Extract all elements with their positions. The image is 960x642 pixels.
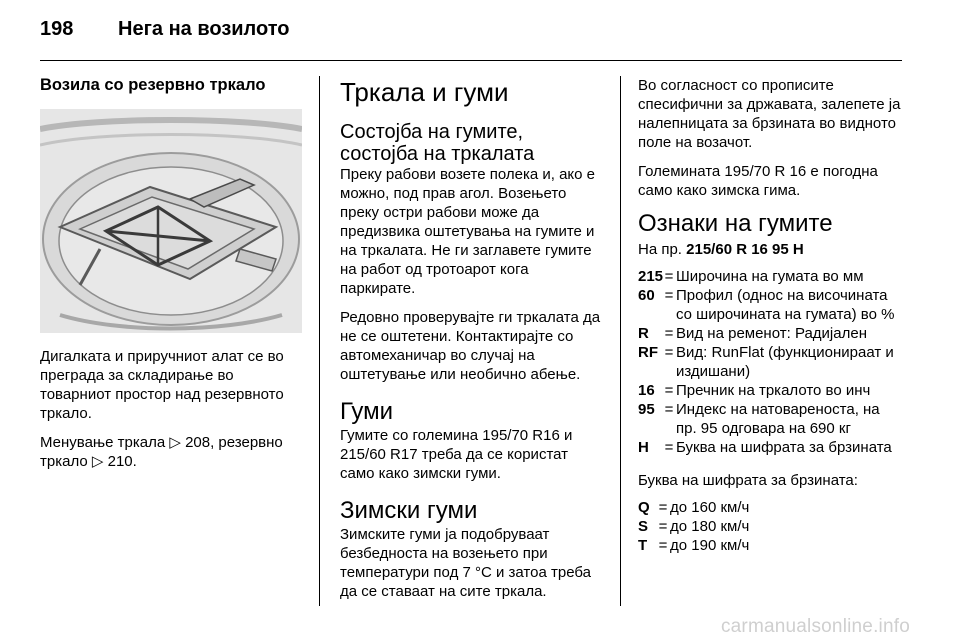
page-header <box>40 18 902 54</box>
speed-code-row-key: S <box>638 518 649 535</box>
winter-tyres-heading: Зимски гуми <box>340 497 478 524</box>
designation-row-equals: = <box>664 344 674 361</box>
speed-code-list <box>638 498 902 555</box>
speed-code-row <box>638 536 902 555</box>
column-divider-1 <box>319 76 320 606</box>
designation-row-key: 16 <box>638 382 655 399</box>
tyre-example: На пр. 215/60 R 16 95 H <box>638 241 804 258</box>
tyre-example-code: 215/60 R 16 95 H <box>686 241 804 258</box>
speed-code-row-value: до 190 км/ч <box>670 537 750 554</box>
cross-reference-icon: ▷ <box>169 434 181 451</box>
speed-code-row-key: Q <box>638 499 650 516</box>
designation-row <box>638 381 902 400</box>
speed-code-row-equals: = <box>658 518 668 535</box>
designation-row <box>638 400 902 438</box>
cross-reference-page: 208 <box>185 434 211 451</box>
cross-reference-page: 210 <box>107 453 133 470</box>
speed-code-row-value: до 180 км/ч <box>670 518 750 535</box>
spare-wheel-text-1: Дигалката и приручниот алат се во преграда за складирање во товарниот простор над резервното тркало. <box>40 348 284 422</box>
designation-row-value: Вид: RunFlat (функционираат и издишани) <box>676 344 894 380</box>
column-3 <box>638 76 902 555</box>
designation-row <box>638 267 902 286</box>
winter-tyres-text: Зимските гуми ја подобруваат безбедноста на возењето при температури под 7 °C и затоа треба да се ставаат на сите тркала. <box>340 526 591 600</box>
designation-row-value: Вид на ременот: Радијален <box>676 325 867 342</box>
designation-row-key: H <box>638 439 649 456</box>
speed-sticker-text: Во согласност со прописите спесифични за државата, залепете ја налепницата за брзината во видното поле на возачот. <box>638 77 901 151</box>
speed-code-row-key: T <box>638 537 648 554</box>
designation-row-value: Буква на шифрата за брзината <box>676 439 892 456</box>
tyre-condition-text-1: Преку рабови возете полека и, ако е можно, под прав агол. Возењето преку остри рабови може да предизвика оштетувања на гумите и на тркалата. Не ги заглавете гумите на работ од тротоарот кога паркирате. <box>340 166 596 297</box>
speed-code-row <box>638 517 902 536</box>
spare-wheel-text-2: Менување тркала ▷ 208, резервно тркало ▷ 210. <box>40 434 283 470</box>
designation-row-equals: = <box>664 268 674 285</box>
designation-row <box>638 343 902 381</box>
designation-row-key: 60 <box>638 287 655 304</box>
tyre-designations-heading: Ознаки на гумите <box>638 210 833 237</box>
designation-row-value: Индекс на натовареноста, на пр. 95 одговара на 690 кг <box>676 401 880 437</box>
designation-row-value: Пречник на тркалото во инч <box>676 382 871 399</box>
speed-code-row-equals: = <box>658 499 668 516</box>
tyres-heading: Гуми <box>340 398 394 425</box>
designation-row-key: R <box>638 325 649 342</box>
tyres-text: Гумите со големина 195/70 R16 и 215/60 R17 треба да се користат само како зимски гуми. <box>340 427 573 482</box>
header-divider <box>40 60 902 61</box>
designation-row <box>638 438 902 457</box>
watermark: carmanualsonline.info <box>720 616 910 637</box>
page-title: Нега на возилото <box>118 18 290 40</box>
designation-row-value: Профил (однос на височината со широчината на гумата) во % <box>676 287 895 323</box>
column-2 <box>340 76 602 611</box>
designation-row-equals: = <box>664 439 674 456</box>
cross-reference-icon: ▷ <box>91 453 104 470</box>
designation-row-equals: = <box>664 401 674 418</box>
tyre-condition-text-2: Редовно проверувајте ги тркалата да не се оштетени. Контактирајте со автомеханичар во случај на оштетување или необично абење. <box>340 309 601 383</box>
spare-wheel-figure <box>40 109 302 333</box>
designation-row-key: RF <box>638 344 658 361</box>
designation-row-key: 215 <box>638 268 664 285</box>
jack-and-tools-icon <box>40 109 302 333</box>
designation-row <box>638 324 902 343</box>
designation-row <box>638 286 902 324</box>
designation-row-equals: = <box>664 325 674 342</box>
designation-list <box>638 267 902 457</box>
speed-code-row-value: до 160 км/ч <box>670 499 750 516</box>
column-1 <box>40 76 302 481</box>
speed-code-row-equals: = <box>658 537 668 554</box>
designation-row-value: Широчина на гумата во мм <box>676 268 864 285</box>
tyre-condition-heading: Состојба на гумите, состојба на тркалата <box>340 121 535 165</box>
designation-row-equals: = <box>664 287 674 304</box>
wheels-and-tyres-title: Тркала и гуми <box>340 77 509 107</box>
spare-wheel-heading: Возила со резервно тркало <box>40 76 266 94</box>
column-divider-2 <box>620 76 621 606</box>
winter-size-text: Големината 195/70 R 16 е погодна само како зимска гима. <box>638 163 878 199</box>
designation-row-equals: = <box>664 382 674 399</box>
speed-code-caption: Буква на шифрата за брзината: <box>638 472 858 489</box>
designation-row-key: 95 <box>638 401 655 418</box>
speed-code-row <box>638 498 902 517</box>
page-number: 198 <box>40 18 74 40</box>
